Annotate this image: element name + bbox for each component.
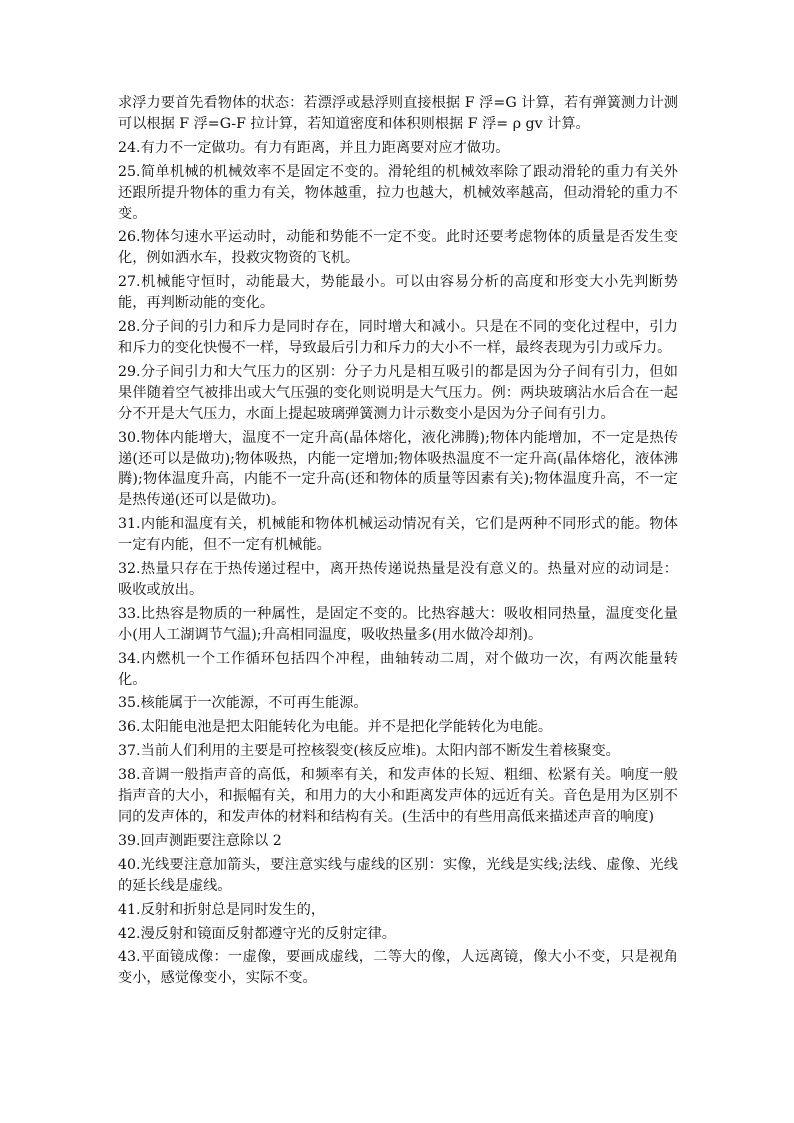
paragraph-30: 30.物体内能增大，温度不一定升高(晶体熔化，液化沸腾);物体内能增加，不一定是热传递(还可以是做功);物体吸热，内能一定增加;物体吸热温度不一定升高(晶体熔化，液体沸腾);物体温度升高，内能不一定升高(还和物体的质量等因素有关);物体温度升高，不一定是热传递(还可以是做功)。 [118, 429, 678, 509]
paragraph-33: 33.比热容是物质的一种属性，是固定不变的。比热容越大：吸收相同热量，温度变化量小(用人工湖调节气温);升高相同温度，吸收热量多(用水做冷却剂)。 [118, 605, 678, 643]
paragraph-43: 43.平面镜成像：一虚像，要画成虚线，二等大的像，人远离镜，像大小不变，只是视角变小，感觉像变小，实际不变。 [118, 949, 678, 987]
paragraph-38: 38.音调一般指声音的高低，和频率有关，和发声体的长短、粗细、松紧有关。响度一般指声音的大小，和振幅有关，和用力的大小和距离发声体的远近有关。音色是用为区别不同的发声体的，和发声体的材料和结构有关。(生活中的有些用高低来描述声音的响度) [118, 767, 678, 825]
paragraph-35: 35.核能属于一次能源，不可再生能源。 [118, 695, 368, 712]
document-page [118, 93, 678, 989]
paragraph-buoyancy-intro: 求浮力要首先看物体的状态：若漂浮或悬浮则直接根据 F 浮=G 计算，若有弹簧测力计测可以根据 F 浮=G-F 拉计算，若知道密度和体积则根据 F 浮= ρ gv 计算。 [118, 95, 678, 132]
paragraph-28: 28.分子间的引力和斥力是同时存在，同时增大和减小。只是在不同的变化过程中，引力和斥力的变化快慢不一样，导致最后引力和斥力的大小不一样，最终表现为引力或斥力。 [118, 319, 678, 356]
paragraph-36: 36.太阳能电池是把太阳能转化为电能。并不是把化学能转化为电能。 [118, 719, 553, 736]
paragraph-29: 29.分子间引力和大气压力的区别：分子力凡是相互吸引的都是因为分子间有引力，但如果伴随着空气被排出或大气压强的变化则说明是大气压力。例：两块玻璃沾水后合在一起分不开是大气压力，水面上提起玻璃弹簧测力计示数变小是因为分子间有引力。 [118, 363, 678, 422]
paragraph-34: 34.内燃机一个工作循环包括四个冲程，曲轴转动二周，对个做功一次，有两次能量转化。 [118, 650, 678, 688]
paragraph-24: 24.有力不一定做功。有力有距离，并且力距离要对应才做功。 [118, 139, 510, 156]
paragraph-31: 31.内能和温度有关，机械能和物体机械运动情况有关，它们是两种不同形式的能。物体一定有内能，但不一定有机械能。 [118, 516, 678, 554]
paragraph-25: 25.简单机械的机械效率不是固定不变的。滑轮组的机械效率除了跟动滑轮的重力有关外还跟所提升物体的重力有关，物体越重，拉力也越大，机械效率越高，但动滑轮的重力不变。 [118, 163, 678, 222]
paragraph-26: 26.物体匀速水平运动时，动能和势能不一定不变。此时还要考虑物体的质量是否发生变化，例如洒水车，投救灾物资的飞机。 [118, 229, 678, 267]
paragraph-37: 37.当前人们利用的主要是可控核裂变(核反应堆)。太阳内部不断发生着核聚变。 [118, 743, 620, 760]
paragraph-39: 39.回声测距要注意除以 2 [118, 832, 282, 849]
paragraph-42: 42.漫反射和镜面反射都遵守光的反射定律。 [118, 925, 396, 942]
paragraph-41: 41.反射和折射总是同时发生的， [118, 901, 326, 918]
paragraph-32: 32.热量只存在于热传递过程中，离开热传递说热量是没有意义的。热量对应的动词是：吸收或放出。 [118, 561, 678, 598]
paragraph-40: 40.光线要注意加箭头，要注意实线与虚线的区别：实像，光线是实线;法线、虚像、光线的延长线是虚线。 [118, 856, 678, 894]
paragraph-27: 27.机械能守恒时，动能最大，势能最小。可以由容易分析的高度和形变大小先判断势能，再判断动能的变化。 [118, 274, 678, 312]
